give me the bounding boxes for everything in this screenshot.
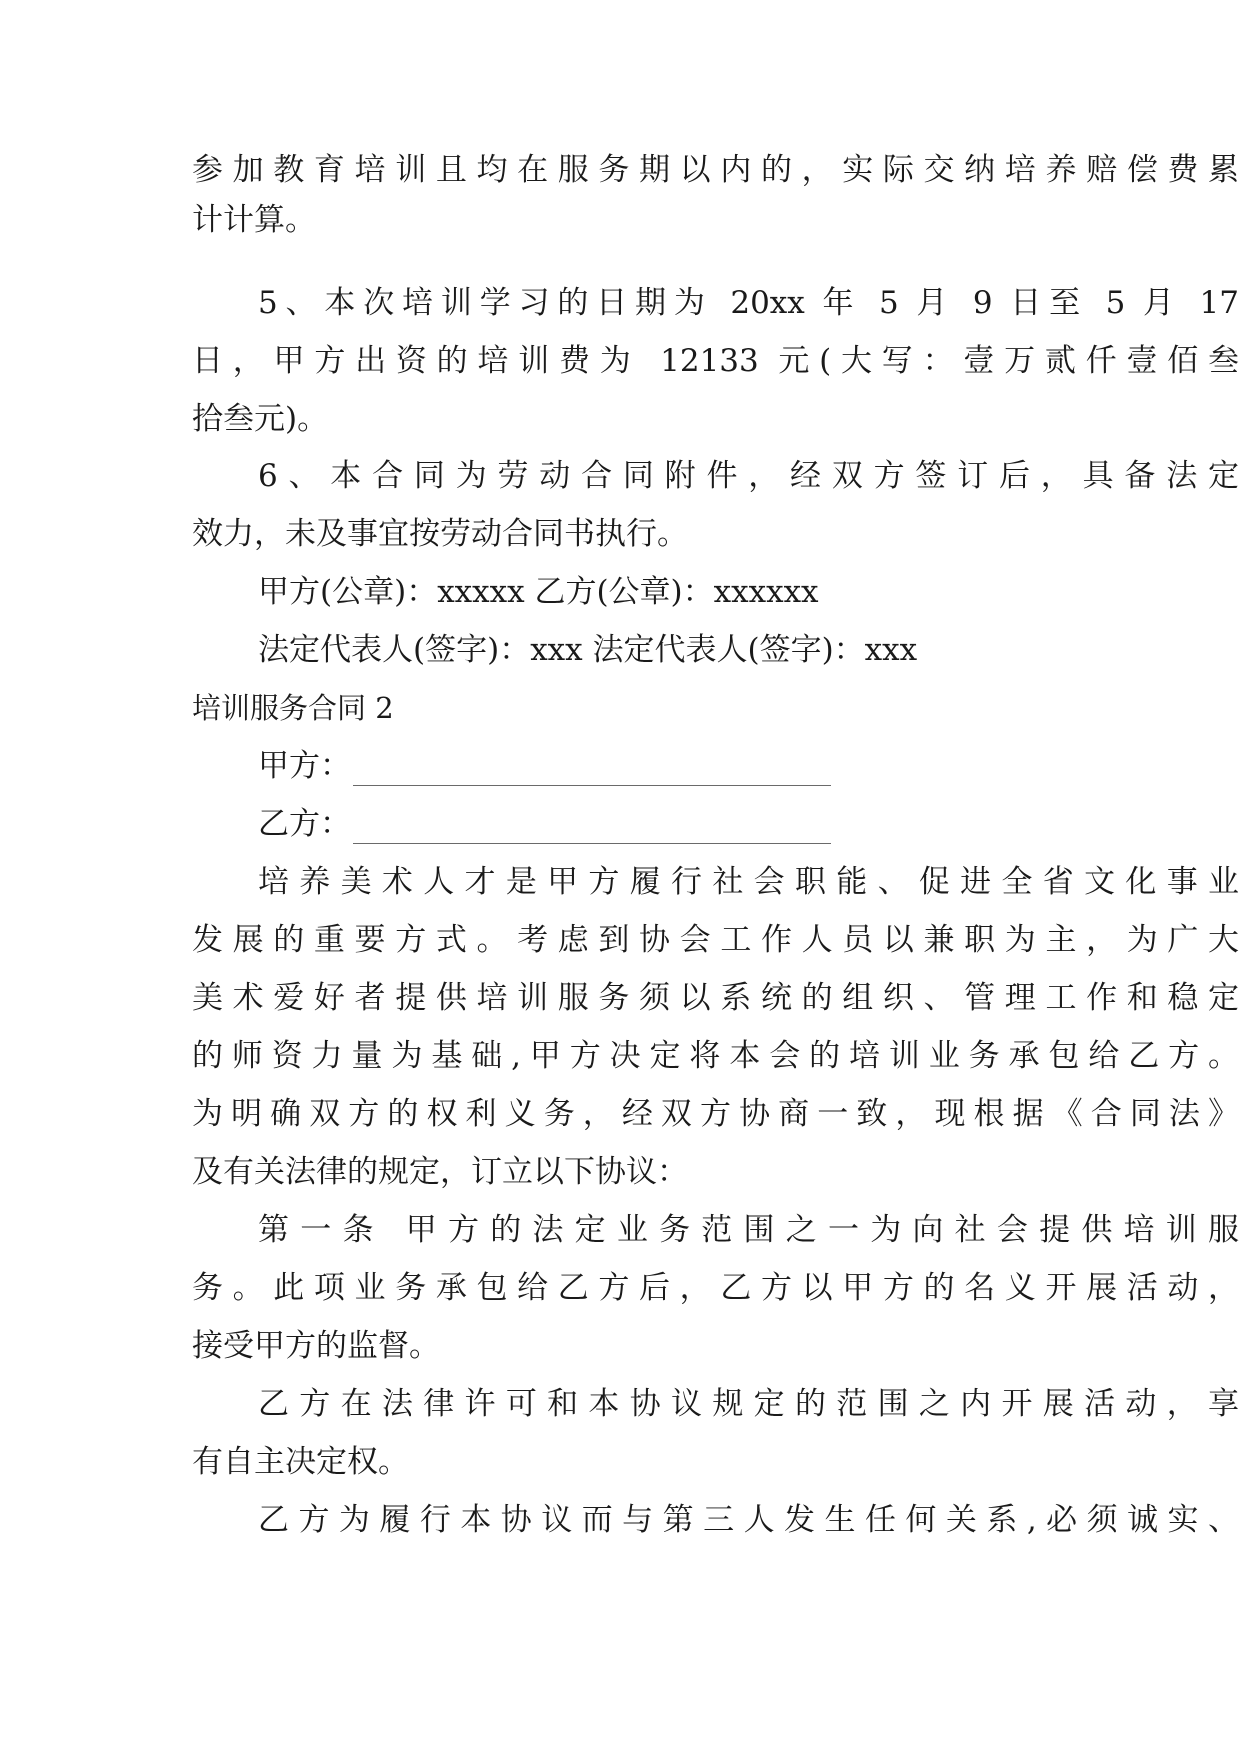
party-a-blank xyxy=(353,757,831,786)
text-line: 及有关法律的规定，订立以下协议： xyxy=(192,1154,688,1190)
text-line: 计计算。 xyxy=(192,202,316,238)
text-line: 务。此项业务承包给乙方后，乙方以甲方的名义开展活动， xyxy=(192,1270,1239,1306)
text-line: 培养美术人才是甲方履行社会职能、促进全省文化事业 xyxy=(258,864,1239,900)
text-line: 乙方在法律许可和本协议规定的范围之内开展活动，享 xyxy=(258,1386,1239,1422)
text-line: 美术爱好者提供培训服务须以系统的组织、管理工作和稳定 xyxy=(192,980,1239,1016)
text-line: 发展的重要方式。考虑到协会工作人员以兼职为主，为广大 xyxy=(192,922,1239,958)
text-line: 有自主决定权。 xyxy=(192,1444,409,1480)
party-b-blank xyxy=(353,815,831,844)
text-line: 参加教育培训且均在服务期以内的，实际交纳培养赔偿费累 xyxy=(192,152,1239,188)
party-a-line xyxy=(258,746,831,786)
text-line: 乙方为履行本协议而与第三人发生任何关系,必须诚实、 xyxy=(258,1502,1239,1538)
section-title: 培训服务合同 2 xyxy=(192,691,394,725)
text-line: 的师资力量为基础,甲方决定将本会的培训业务承包给乙方。 xyxy=(192,1038,1239,1074)
signature-line-representative: 法定代表人(签字)：xxx 法定代表人(签字)：xxx xyxy=(258,632,918,668)
party-a-label: 甲方： xyxy=(258,748,351,784)
text-line: 效力，未及事宜按劳动合同书执行。 xyxy=(192,516,688,552)
party-b-line xyxy=(258,804,831,844)
party-b-label: 乙方： xyxy=(258,806,351,842)
text-line: 日，甲方出资的培训费为 12133 元(大写：壹万贰仟壹佰叁 xyxy=(192,343,1239,379)
text-line: 为明确双方的权利义务，经双方协商一致，现根据《合同法》 xyxy=(192,1096,1239,1132)
article-heading-line: 第一条 甲方的法定业务范围之一为向社会提供培训服 xyxy=(258,1212,1239,1248)
text-line: 接受甲方的监督。 xyxy=(192,1328,440,1364)
signature-line-seal: 甲方(公章)：xxxxx 乙方(公章)：xxxxxx xyxy=(258,574,819,610)
text-line: 6、本合同为劳动合同附件，经双方签订后，具备法定 xyxy=(258,458,1239,494)
text-line: 5、本次培训学习的日期为 20xx 年 5 月 9 日至 5 月 17 xyxy=(258,285,1239,321)
text-line: 拾叁元)。 xyxy=(192,401,329,437)
